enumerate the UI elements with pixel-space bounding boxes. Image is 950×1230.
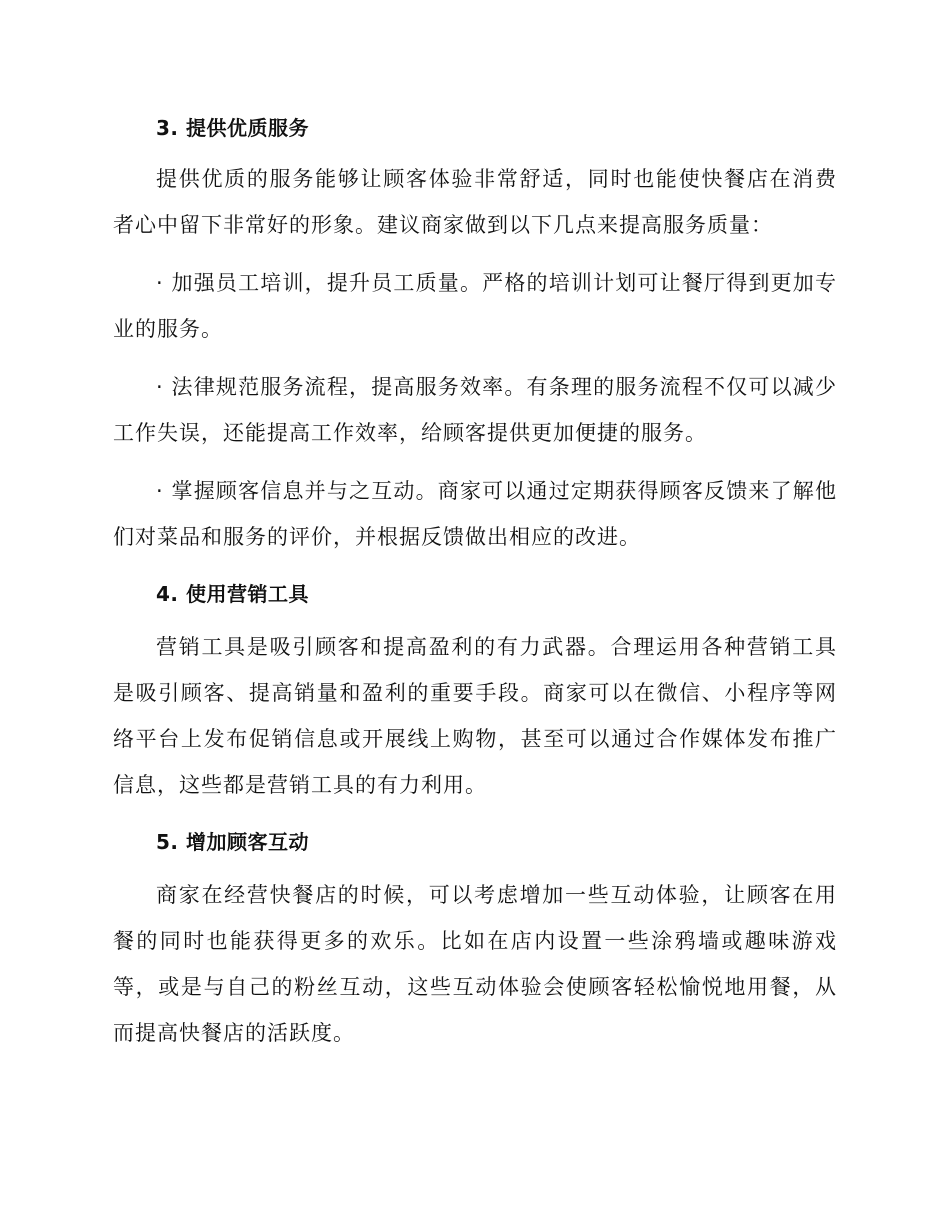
paragraph-service-intro: 提供优质的服务能够让顾客体验非常舒适，同时也能使快餐店在消费者心中留下非常好的形象。建议商家做到以下几点来提高服务质量： bbox=[113, 167, 837, 237]
document-page bbox=[113, 104, 837, 1068]
bullet-customer-info: · 掌握顾客信息并与之互动。商家可以通过定期获得顾客反馈来了解他们对菜品和服务的评价，并根据反馈做出相应的改进。 bbox=[113, 479, 837, 549]
section-heading-4: 4. 使用营销工具 bbox=[156, 582, 309, 606]
bullet-service-process: · 法律规范服务流程，提高服务效率。有条理的服务流程不仅可以减少工作失误，还能提高工作效率，给顾客提供更加便捷的服务。 bbox=[113, 375, 837, 445]
paragraph-customer-interaction: 商家在经营快餐店的时候，可以考虑增加一些互动体验，让顾客在用餐的同时也能获得更多的欢乐。比如在店内设置一些涂鸦墙或趣味游戏等，或是与自己的粉丝互动，这些互动体验会使顾客轻松愉悦地用餐，从而提高快餐店的活跃度。 bbox=[113, 883, 837, 1045]
section-heading-3: 3. 提供优质服务 bbox=[156, 116, 309, 140]
paragraph-marketing-tools: 营销工具是吸引顾客和提高盈利的有力武器。合理运用各种营销工具是吸引顾客、提高销量和盈利的重要手段。商家可以在微信、小程序等网络平台上发布促销信息或开展线上购物，甚至可以通过合作媒体发布推广信息，这些都是营销工具的有力利用。 bbox=[113, 635, 837, 797]
section-heading-5: 5. 增加顾客互动 bbox=[156, 830, 309, 854]
bullet-staff-training: · 加强员工培训，提升员工质量。严格的培训计划可让餐厅得到更加专业的服务。 bbox=[113, 271, 837, 341]
